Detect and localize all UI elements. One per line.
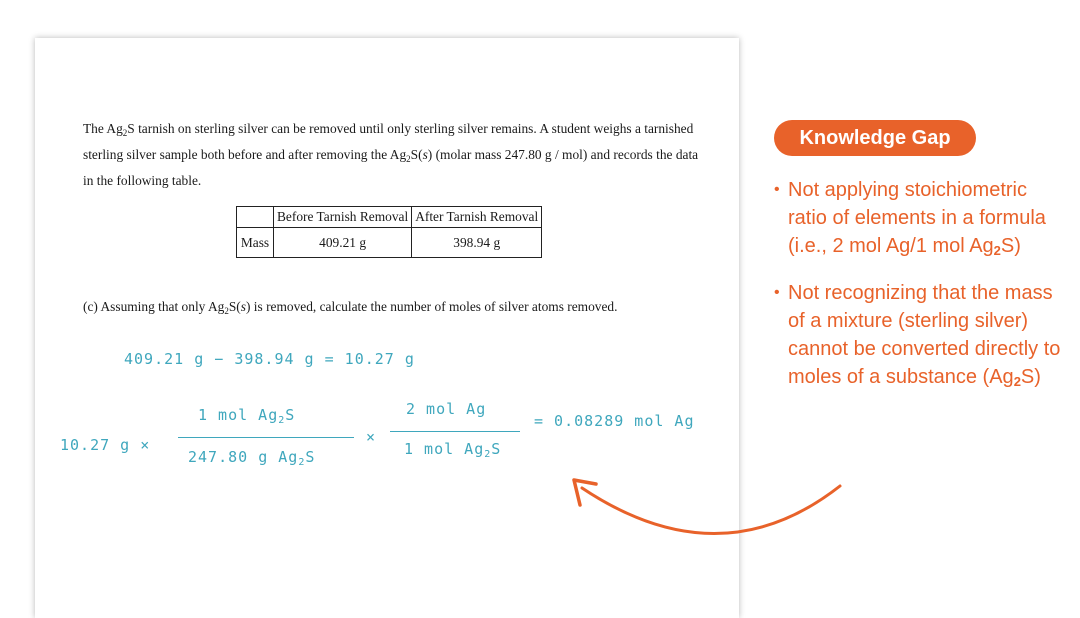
handwritten-fraction1-numerator: 1 mol $Ag_2S$ bbox=[198, 406, 296, 426]
intro-text: The Ag bbox=[83, 121, 123, 136]
knowledge-gap-list bbox=[774, 176, 1070, 410]
table-cell: 409.21 g bbox=[274, 228, 412, 258]
intro-text: ) (molar mass 247.80 g / mol) and records the data in the following table. bbox=[83, 147, 699, 188]
state-symbol: s bbox=[422, 147, 428, 162]
handwritten-fraction2-denominator: 1 mol $Ag_2S$ bbox=[404, 440, 502, 460]
subscript: 2 bbox=[406, 154, 411, 164]
intro-text: S tarnish on sterling silver can be removed until only sterling silver remains. A student weighs a tarnished sterling silver sample both before and after removing the Ag bbox=[83, 121, 694, 162]
list-item: • Not applying stoichiometric ratio of elements in a formula (i.e., 2 mol Ag/1 mol $Ag_2S$) bbox=[774, 176, 1070, 265]
intro-text: S( bbox=[410, 147, 423, 162]
table-cell: 398.94 g bbox=[412, 228, 542, 258]
handwritten-times: × bbox=[366, 428, 377, 446]
handwritten-result: = 0.08289 mol Ag bbox=[534, 412, 695, 430]
subscript: 2 bbox=[122, 128, 128, 138]
table-header-cell: Before Tarnish Removal bbox=[274, 207, 412, 228]
handwritten-fraction1-denominator: 247.80 g $Ag_2S$ bbox=[188, 448, 316, 468]
subscript: 2 bbox=[224, 306, 229, 316]
table-row-label: Mass bbox=[237, 228, 274, 258]
state-symbol: s bbox=[240, 299, 246, 314]
question-text: S( bbox=[228, 299, 241, 314]
handwritten-start-mass: 10.27 g × bbox=[60, 436, 151, 454]
table-header-cell: After Tarnish Removal bbox=[412, 207, 542, 228]
handwritten-subtraction: 409.21 g − 398.94 g = 10.27 g bbox=[124, 350, 415, 368]
list-item: • Not recognizing that the mass of a mixture (sterling silver) cannot be converted directly to moles of a substance $(Ag_2S)$ bbox=[774, 279, 1070, 396]
question-text: ) is removed, calculate the number of moles of silver atoms removed. bbox=[245, 299, 618, 314]
knowledge-gap-badge: Knowledge Gap bbox=[774, 120, 976, 156]
handwritten-fraction2-numerator: 2 mol Ag bbox=[406, 400, 487, 418]
question-text: (c) Assuming that only Ag bbox=[83, 299, 225, 314]
